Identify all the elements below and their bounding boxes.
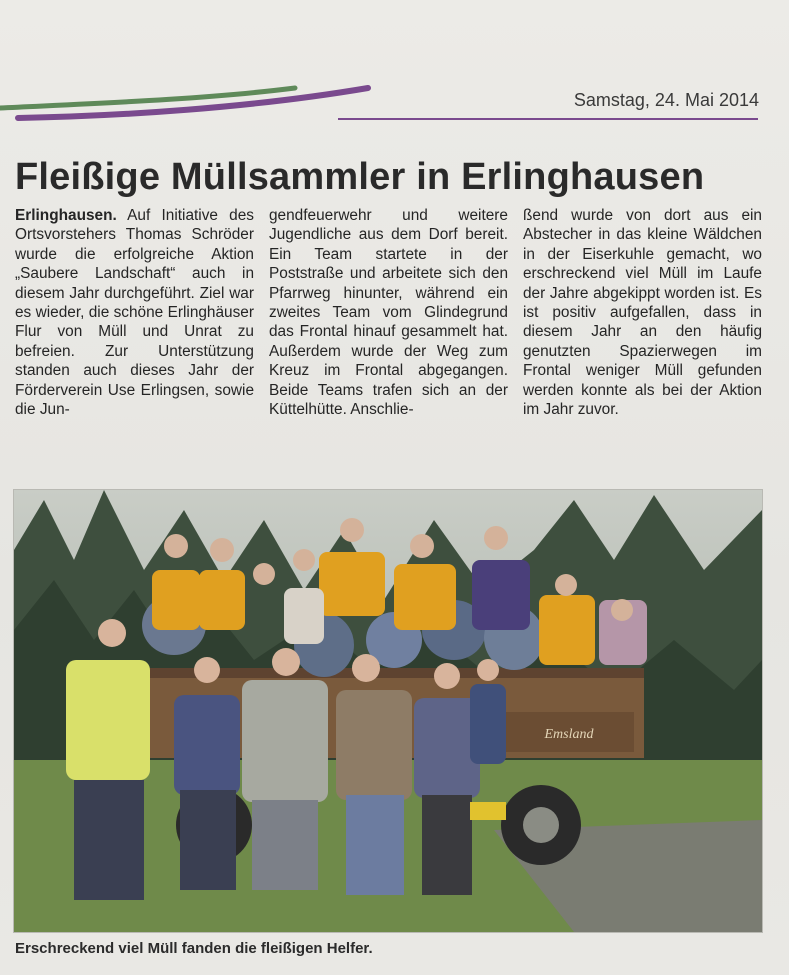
trailer-lettering: Emsland [544, 727, 594, 742]
dateline: Erlinghausen. [15, 207, 117, 224]
article-column-3 [523, 206, 762, 484]
photo-caption: Erschreckend viel Müll fanden die fleißigen Helfer. [15, 940, 373, 957]
date-rule [338, 118, 758, 120]
article-column-1 [15, 206, 254, 484]
article-column-2 [269, 206, 508, 484]
group-photo-illustration [14, 490, 762, 932]
column-3-text: ßend wurde von dort aus ein Abstecher in das kleine Wäldchen in der Eiserkuhle gemacht, wo erschreckend viel Müll im Laufe der Jahre abgekippt worden ist. Es ist positiv aufgefallen, dass in diesem Jahr an den häufig genutzten Spazierwegen im Frontal weniger Müll gefunden werden konnte als bei der Aktion im Jahr zuvor. [523, 207, 762, 419]
article-photo [13, 489, 763, 933]
issue-date: Samstag, 24. Mai 2014 [573, 90, 759, 110]
column-2-text: gendfeuerwehr und weitere Jugendliche aus dem Dorf bereit. Ein Team startete in der Poststraße und arbeitete sich den Pfarrweg hinunter, während ein zweites Team vom Glindegrund das Frontal hinauf gesammelt hat. Außerdem wurde der Weg zum Kreuz im Frontal abgegangen. Beide Teams trafen sich an der Küttelhütte. Anschlie- [269, 207, 508, 419]
article-body [15, 206, 762, 484]
column-1-text: Auf Initiative des Ortsvorstehers Thomas Schröder wurde die erfolgreiche Aktion „Saubere Landschaft“ auch in diesem Jahr durchgeführt. Ziel war es wieder, die schöne Erlinghäuser Flur von Müll und Unrat zu befreien. Zur Unterstützung standen auch dieses Jahr der Förderverein Use Erlingsen, sowie die Jun- [15, 207, 254, 419]
article-headline: Fleißige Müllsammler in Erlinghausen [15, 156, 705, 198]
header-swoosh-decoration [0, 78, 380, 138]
